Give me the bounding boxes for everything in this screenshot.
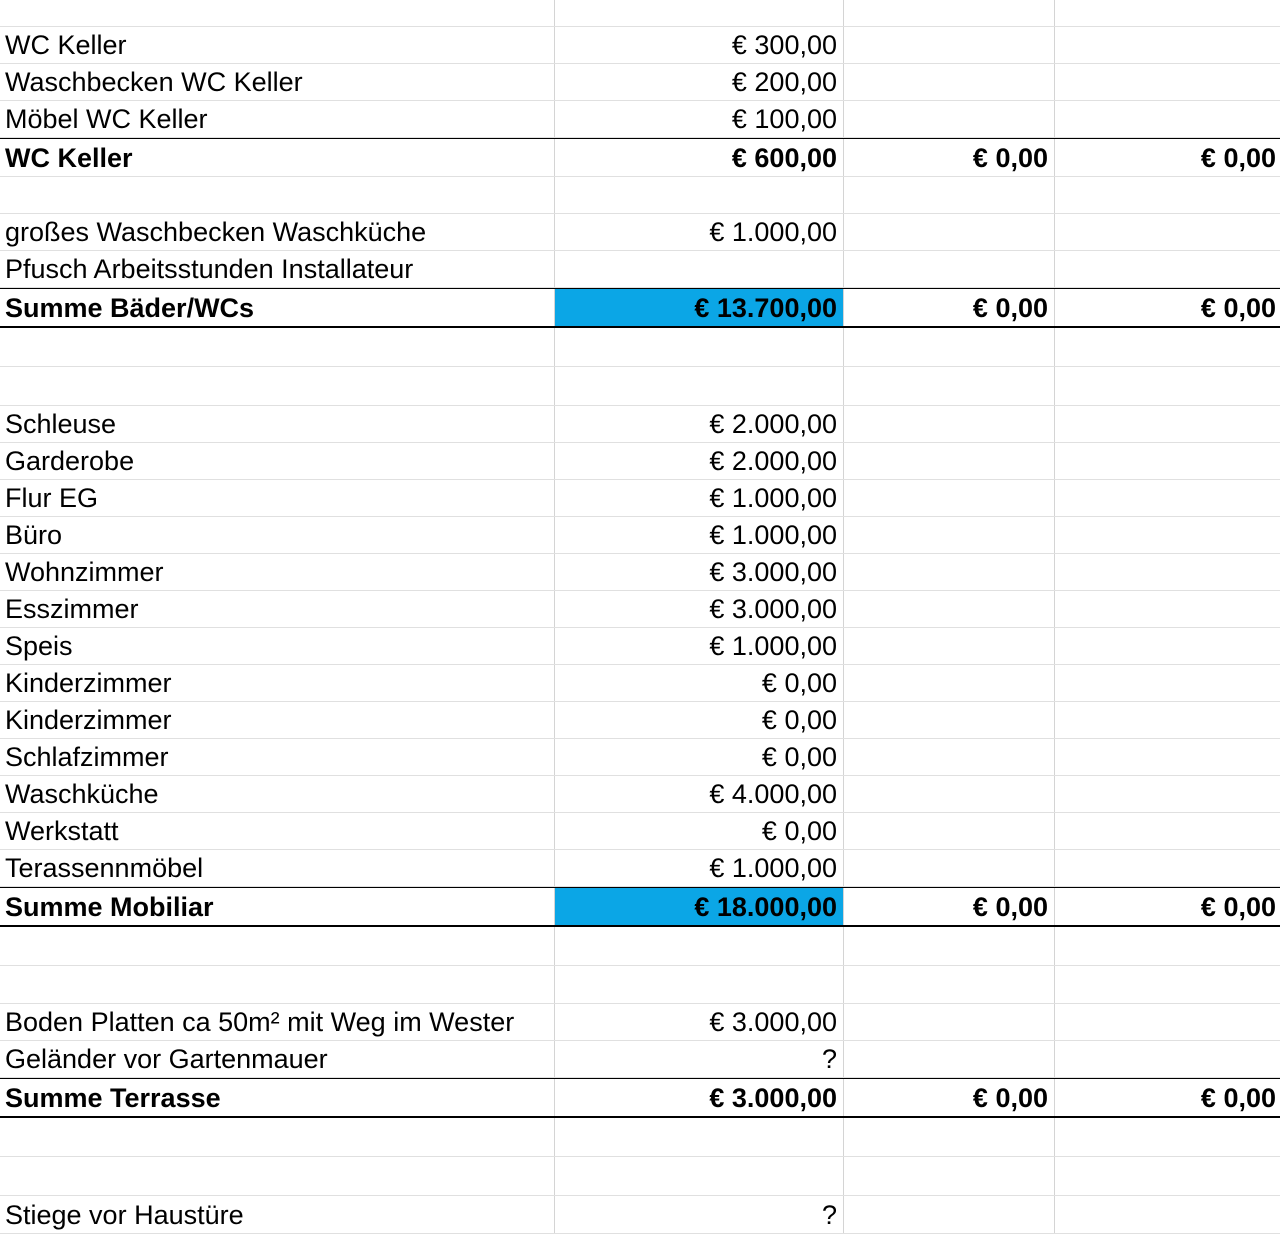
label-cell[interactable]: Boden Platten ca 50m² mit Weg im Wester	[0, 1004, 555, 1040]
value-cell[interactable]	[555, 966, 844, 1003]
table-row	[0, 251, 1280, 288]
label-cell[interactable]	[0, 367, 555, 405]
value-cell[interactable]: € 600,00	[555, 139, 844, 176]
value2-cell[interactable]	[844, 517, 1055, 553]
value-cell[interactable]: € 13.700,00	[555, 289, 844, 326]
value2-cell[interactable]	[844, 443, 1055, 479]
value2-cell[interactable]	[844, 480, 1055, 516]
table-row	[0, 813, 1280, 850]
value2-cell[interactable]	[844, 177, 1055, 213]
value-cell[interactable]: € 200,00	[555, 64, 844, 100]
value2-cell[interactable]	[844, 64, 1055, 100]
value2-cell[interactable]	[844, 813, 1055, 849]
value3-cell[interactable]	[1055, 1157, 1280, 1195]
value-cell[interactable]: € 3.000,00	[555, 591, 844, 627]
sum-row	[0, 887, 1280, 927]
value3-cell[interactable]	[1055, 665, 1280, 701]
table-row	[0, 1004, 1280, 1041]
value3-cell[interactable]	[1055, 27, 1280, 63]
table-row	[0, 702, 1280, 739]
value-cell[interactable]	[555, 0, 844, 26]
table-row	[0, 850, 1280, 887]
value3-cell[interactable]	[1055, 101, 1280, 137]
label-cell[interactable]: Speis	[0, 628, 555, 664]
value3-cell[interactable]	[1055, 966, 1280, 1003]
value-cell[interactable]	[555, 1118, 844, 1156]
value3-cell[interactable]	[1055, 214, 1280, 250]
value2-cell[interactable]	[844, 101, 1055, 137]
value3-cell[interactable]	[1055, 813, 1280, 849]
value-cell[interactable]	[555, 251, 844, 287]
value-cell[interactable]: € 0,00	[555, 665, 844, 701]
value3-cell[interactable]	[1055, 443, 1280, 479]
table-row	[0, 591, 1280, 628]
value3-cell[interactable]	[1055, 1196, 1280, 1233]
value3-cell[interactable]: € 0,00	[1200, 143, 1276, 173]
table-row	[0, 776, 1280, 813]
label-cell[interactable]: Schleuse	[0, 406, 555, 442]
table-row	[0, 1118, 1280, 1157]
sum-row	[0, 288, 1280, 328]
label-cell[interactable]	[0, 966, 555, 1003]
value-cell[interactable]: € 1.000,00	[555, 850, 844, 886]
value-cell[interactable]: € 1.000,00	[555, 628, 844, 664]
table-row	[0, 517, 1280, 554]
table-row	[0, 739, 1280, 776]
value3-cell[interactable]	[1055, 739, 1280, 775]
value3-cell[interactable]	[1055, 177, 1280, 213]
value-cell[interactable]: € 4.000,00	[555, 776, 844, 812]
label-cell[interactable]: Kinderzimmer	[0, 702, 555, 738]
label-cell[interactable]	[0, 328, 555, 366]
value2-cell[interactable]: € 0,00	[844, 289, 1055, 326]
table-row	[0, 927, 1280, 966]
value-cell[interactable]: € 3.000,00	[555, 1004, 844, 1040]
value2-cell[interactable]	[844, 776, 1055, 812]
table-row	[0, 480, 1280, 517]
label-cell[interactable]	[0, 1118, 555, 1156]
value2-cell[interactable]	[844, 628, 1055, 664]
value3-cell[interactable]	[1055, 251, 1280, 287]
value3-cell[interactable]	[1055, 702, 1280, 738]
value3-cell[interactable]	[1055, 0, 1280, 26]
value-cell[interactable]	[555, 367, 844, 405]
value2-cell[interactable]	[844, 702, 1055, 738]
table-row	[0, 443, 1280, 480]
value2-cell[interactable]: € 0,00	[844, 888, 1055, 925]
value3-cell[interactable]	[1055, 628, 1280, 664]
table-row	[0, 966, 1280, 1004]
table-row	[0, 554, 1280, 591]
value2-cell[interactable]	[844, 927, 1055, 965]
label-cell[interactable]: Waschbecken WC Keller	[0, 64, 555, 100]
label-cell[interactable]: Geländer vor Gartenmauer	[0, 1041, 555, 1077]
value3-cell[interactable]	[1055, 591, 1280, 627]
table-row	[0, 628, 1280, 665]
value-cell[interactable]	[555, 328, 844, 366]
value-cell[interactable]: € 0,00	[555, 813, 844, 849]
value3-cell[interactable]	[1055, 554, 1280, 590]
value2-cell[interactable]	[844, 328, 1055, 366]
table-row	[0, 177, 1280, 214]
value-cell[interactable]: € 300,00	[555, 27, 844, 63]
value-cell[interactable]: € 0,00	[555, 739, 844, 775]
value2-cell[interactable]	[844, 1041, 1055, 1077]
value-cell[interactable]: € 1.000,00	[555, 214, 844, 250]
value3-cell[interactable]	[1055, 1004, 1280, 1040]
label-cell[interactable]: großes Waschbecken Waschküche	[0, 214, 555, 250]
label-cell[interactable]: Wohnzimmer	[0, 554, 555, 590]
value-cell[interactable]: € 100,00	[555, 101, 844, 137]
value2-cell[interactable]	[844, 850, 1055, 886]
label-cell[interactable]: Büro	[0, 517, 555, 553]
value2-cell[interactable]	[844, 214, 1055, 250]
value-cell[interactable]	[555, 177, 844, 213]
label-cell[interactable]: Garderobe	[0, 443, 555, 479]
value2-cell[interactable]	[844, 251, 1055, 287]
value-cell[interactable]: ?	[555, 1196, 844, 1233]
label-cell[interactable]: Flur EG	[0, 480, 555, 516]
label-cell[interactable]: Summe Terrasse	[0, 1079, 555, 1116]
value-cell[interactable]: € 0,00	[555, 702, 844, 738]
value-cell[interactable]: € 2.000,00	[555, 406, 844, 442]
value3-cell[interactable]: € 0,00	[1200, 892, 1276, 922]
value2-cell[interactable]: € 0,00	[844, 1079, 1055, 1116]
table-row	[0, 1041, 1280, 1078]
label-cell[interactable]: Schlafzimmer	[0, 739, 555, 775]
value-cell[interactable]: € 3.000,00	[555, 554, 844, 590]
value2-cell[interactable]	[844, 1118, 1055, 1156]
label-cell[interactable]: Esszimmer	[0, 591, 555, 627]
value2-cell[interactable]	[844, 367, 1055, 405]
value3-cell[interactable]	[1055, 850, 1280, 886]
value-cell[interactable]: € 3.000,00	[555, 1079, 844, 1116]
label-cell[interactable]: Stiege vor Haustüre	[0, 1196, 555, 1233]
label-cell[interactable]	[0, 0, 555, 26]
table-row	[0, 665, 1280, 702]
value3-cell[interactable]	[1055, 1041, 1280, 1077]
value2-cell[interactable]	[844, 739, 1055, 775]
table-row	[0, 214, 1280, 251]
value-cell[interactable]	[555, 927, 844, 965]
table-row	[0, 367, 1280, 406]
value3-cell[interactable]: € 0,00	[1200, 1083, 1276, 1113]
value3-cell[interactable]	[1055, 517, 1280, 553]
label-cell[interactable]: WC Keller	[0, 139, 555, 176]
label-cell[interactable]	[0, 177, 555, 213]
value-cell[interactable]: € 2.000,00	[555, 443, 844, 479]
value2-cell[interactable]	[844, 554, 1055, 590]
label-cell[interactable]: Summe Mobiliar	[0, 888, 555, 925]
table-row	[0, 1196, 1280, 1234]
value2-cell[interactable]	[844, 406, 1055, 442]
value3-cell[interactable]	[1055, 927, 1280, 965]
label-cell[interactable]: Summe Bäder/WCs	[0, 289, 555, 326]
value2-cell[interactable]: € 0,00	[844, 139, 1055, 176]
value3-cell[interactable]	[1055, 776, 1280, 812]
value3-cell[interactable]	[1055, 406, 1280, 442]
table-row	[0, 0, 1280, 27]
label-cell[interactable]: WC Keller	[0, 27, 555, 63]
value3-cell[interactable]	[1055, 328, 1280, 366]
label-cell[interactable]: Waschküche	[0, 776, 555, 812]
value3-cell[interactable]	[1055, 64, 1280, 100]
label-cell[interactable]: Terassennmöbel	[0, 850, 555, 886]
value2-cell[interactable]	[844, 1196, 1055, 1233]
value2-cell[interactable]	[844, 1157, 1055, 1195]
value3-cell[interactable]	[1055, 367, 1280, 405]
table-row	[0, 101, 1280, 138]
value2-cell[interactable]	[844, 966, 1055, 1003]
value3-cell[interactable]: € 0,00	[1200, 293, 1276, 323]
value-cell[interactable]: € 1.000,00	[555, 517, 844, 553]
label-cell[interactable]	[0, 1157, 555, 1195]
label-cell[interactable]	[0, 927, 555, 965]
value-cell[interactable]: € 1.000,00	[555, 480, 844, 516]
label-cell[interactable]: Möbel WC Keller	[0, 101, 555, 137]
value2-cell[interactable]	[844, 27, 1055, 63]
table-row	[0, 328, 1280, 367]
table-row	[0, 27, 1280, 64]
value3-cell[interactable]	[1055, 1118, 1280, 1156]
value3-cell[interactable]	[1055, 480, 1280, 516]
sum-row	[0, 1078, 1280, 1118]
table-row	[0, 64, 1280, 101]
label-cell[interactable]: Pfusch Arbeitsstunden Installateur	[0, 251, 555, 287]
value-cell[interactable]: € 18.000,00	[555, 888, 844, 925]
value2-cell[interactable]	[844, 591, 1055, 627]
label-cell[interactable]: Werkstatt	[0, 813, 555, 849]
value-cell[interactable]: ?	[555, 1041, 844, 1077]
subtotal-row	[0, 138, 1280, 177]
value2-cell[interactable]	[844, 0, 1055, 26]
table-row	[0, 406, 1280, 443]
table-row	[0, 1157, 1280, 1196]
label-cell[interactable]: Kinderzimmer	[0, 665, 555, 701]
value2-cell[interactable]	[844, 1004, 1055, 1040]
value-cell[interactable]	[555, 1157, 844, 1195]
value2-cell[interactable]	[844, 665, 1055, 701]
